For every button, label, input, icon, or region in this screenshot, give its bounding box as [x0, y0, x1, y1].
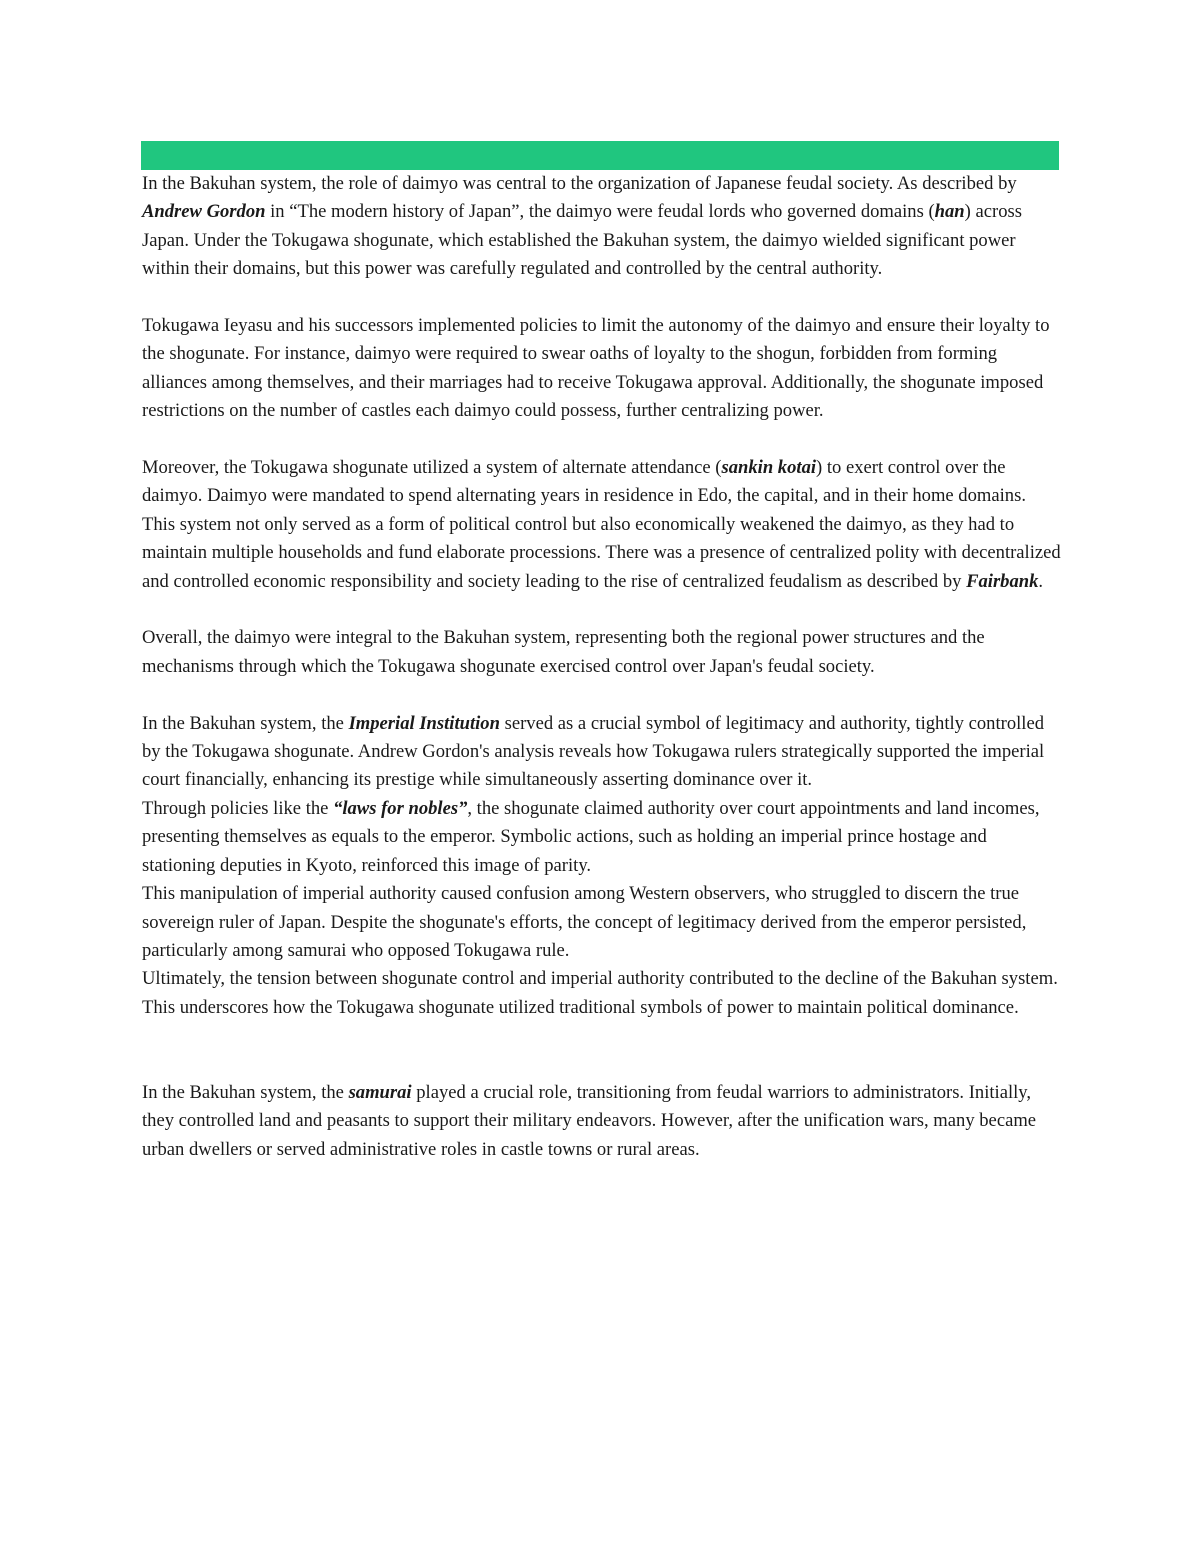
term-emphasis: sankin kotai	[721, 457, 817, 479]
paragraph-western-observers	[142, 880, 1062, 965]
paragraph-daimyo-intro	[142, 170, 1062, 284]
document-body	[142, 170, 1062, 1164]
term-emphasis: Imperial Institution	[348, 712, 500, 734]
paragraph-text: served as a crucial symbol of legitimacy and authority, tightly controlled by the Tokugawa shogunate. Andrew Gordon's analysis reveals how Tokugawa rulers strategically supported the imperial court financially, enhancing its prestige while simultaneously asserting dominance over it.	[142, 712, 1045, 791]
paragraph-text: ) to exert control over the daimyo. Daimyo were mandated to spend alternating years in residence in Edo, the capital, and in their home domains. This system not only served as a form of political control but also economically weakened the daimyo, as they had to maintain multiple households and fund elaborate processions. There was a presence of centralized polity with decentralized and controlled economic responsibility and society leading to the rise of centralized feudalism as described by	[142, 457, 1061, 592]
paragraph-text: .	[1038, 570, 1044, 592]
paragraph-imperial-institution	[142, 710, 1062, 795]
paragraph-spacer	[142, 284, 1062, 312]
paragraph-decline	[142, 965, 1062, 1022]
paragraph-laws-for-nobles	[142, 795, 1062, 880]
paragraph-text: This manipulation of imperial authority caused confusion among Western observers, who struggled to discern the true sovereign ruler of Japan. Despite the shogunate's efforts, the concept of legitimacy derived from the emperor persisted, particularly among samurai who opposed Tokugawa rule.	[142, 883, 1027, 961]
paragraph-spacer	[142, 681, 1062, 709]
paragraph-alternate-attendance	[142, 454, 1062, 596]
author-name: Andrew Gordon	[142, 201, 266, 223]
paragraph-text: Overall, the daimyo were integral to the Bakuhan system, representing both the regional power structures and the mechanisms through which the Tokugawa shogunate exercised control over Japan's feudal society.	[142, 627, 985, 677]
paragraph-text: In the Bakuhan system, the	[142, 712, 349, 734]
paragraph-text: ) across Japan. Under the Tokugawa shogunate, which established the Bakuhan system, the daimyo wielded significant power within their domains, but this power was carefully regulated and controlled by the central authority.	[142, 201, 1022, 280]
term-emphasis: “laws for nobles”	[333, 797, 468, 819]
paragraph-text: Ultimately, the tension between shogunate control and imperial authority contributed to the decline of the Bakuhan system. This underscores how the Tokugawa shogunate utilized traditional symbols of power to maintain political dominance.	[142, 968, 1058, 1018]
paragraph-text: Tokugawa Ieyasu and his successors implemented policies to limit the autonomy of the daimyo and ensure their loyalty to the shogunate. For instance, daimyo were required to swear oaths of loyalty to the shogun, forbidden from forming alliances among themselves, and their marriages had to receive Tokugawa approval. Additionally, the shogunate imposed restrictions on the number of castles each daimyo could possess, further centralizing power.	[142, 315, 1050, 422]
paragraph-text: played a crucial role, transitioning from feudal warriors to administrators. Initially, they controlled land and peasants to support their military endeavors. However, after the unification wars, many became urban dwellers or served administrative roles in castle towns or rural areas.	[142, 1081, 1037, 1160]
paragraph-text: In the Bakuhan system, the	[142, 1081, 349, 1103]
author-name: Fairbank	[966, 570, 1039, 592]
paragraph-samurai	[142, 1079, 1062, 1164]
paragraph-text: Through policies like the	[142, 797, 334, 819]
paragraph-tokugawa-policies	[142, 312, 1062, 426]
paragraph-daimyo-summary	[142, 624, 1062, 681]
paragraph-spacer	[142, 596, 1062, 624]
paragraph-spacer	[142, 1022, 1062, 1079]
paragraph-text: in “The modern history of Japan”, the daimyo were feudal lords who governed domains (	[265, 201, 935, 223]
paragraph-text: , the shogunate claimed authority over court appointments and land incomes, presenting themselves as equals to the emperor. Symbolic actions, such as holding an imperial prince hostage and stationing deputies in Kyoto, reinforced this image of parity.	[142, 797, 1040, 876]
term-emphasis: samurai	[348, 1081, 412, 1103]
term-emphasis: han	[934, 201, 965, 223]
highlighted-header-bar	[141, 141, 1059, 170]
paragraph-text: In the Bakuhan system, the role of daimyo was central to the organization of Japanese feudal society. As described by	[142, 173, 1017, 194]
paragraph-text: Moreover, the Tokugawa shogunate utilized a system of alternate attendance (	[142, 457, 722, 479]
paragraph-spacer	[142, 426, 1062, 454]
